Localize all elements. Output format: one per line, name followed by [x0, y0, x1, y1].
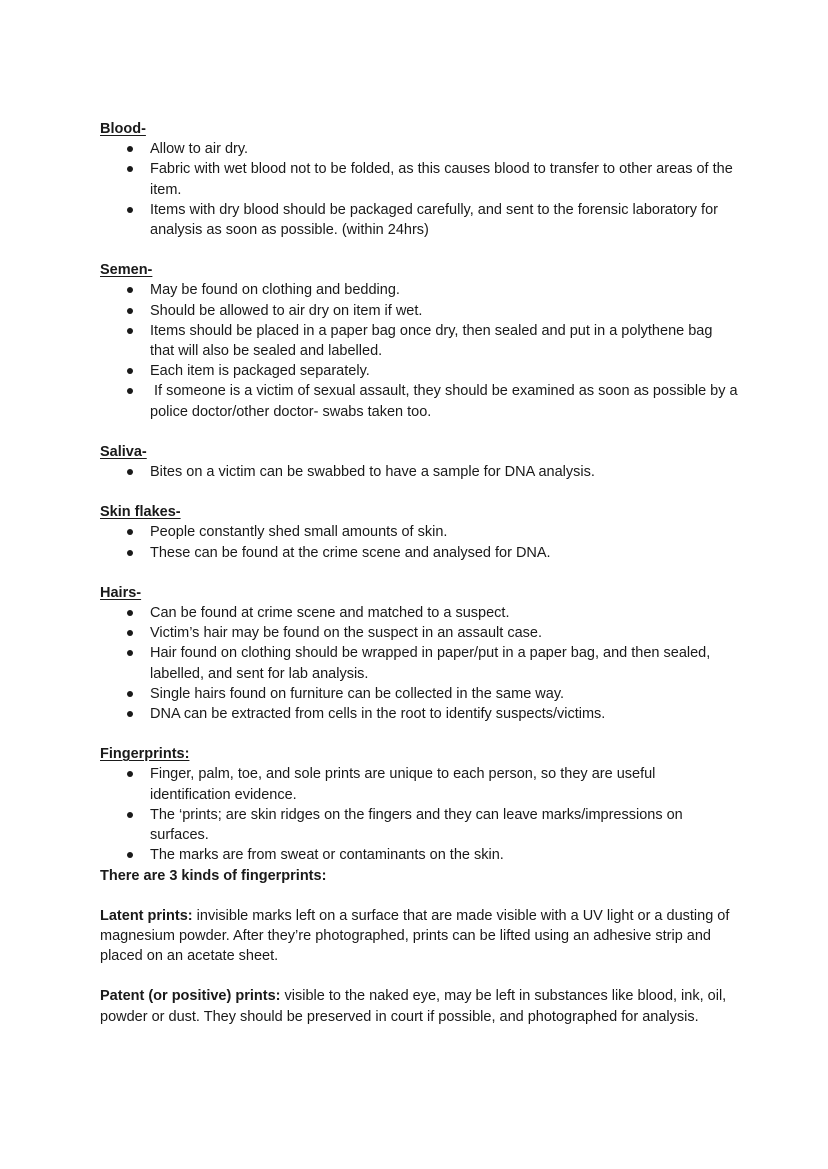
kinds-heading: There are 3 kinds of fingerprints:	[100, 867, 327, 884]
list-item	[100, 139, 740, 159]
section-semen	[100, 260, 740, 422]
patent-prints-paragraph	[100, 986, 740, 1026]
list-item	[100, 361, 740, 381]
latent-prints-term: Latent prints:	[100, 907, 193, 924]
bullet-list	[100, 462, 740, 482]
section-skin-flakes	[100, 502, 740, 563]
list-item-text: Items should be placed in a paper bag once dry, then sealed and put in a polythene bag that will also be sealed and labelled.	[150, 322, 713, 360]
list-item	[100, 543, 740, 563]
list-item	[100, 301, 740, 321]
section-heading: Skin flakes-	[100, 504, 181, 521]
list-item-text: May be found on clothing and bedding.	[150, 282, 400, 299]
latent-prints-text: invisible marks left on a surface that are made visible with a UV light or a dusting of magnesium powder. After they’re photographed, prints can be lifted using an adhesive strip and placed on an acetate sheet.	[100, 907, 730, 965]
list-item	[100, 643, 740, 683]
list-item-text: People constantly shed small amounts of skin.	[150, 524, 448, 541]
list-item-text: Each item is packaged separately.	[150, 363, 370, 380]
bullet-list	[100, 764, 740, 865]
list-item-text: Bites on a victim can be swabbed to have a sample for DNA analysis.	[150, 464, 595, 481]
list-item-text: Items with dry blood should be packaged carefully, and sent to the forensic laboratory for analysis as soon as possible. (within 24hrs)	[150, 201, 718, 239]
latent-prints-paragraph	[100, 906, 740, 967]
list-item-text: Allow to air dry.	[150, 141, 249, 158]
list-item	[100, 603, 740, 623]
section-heading: Fingerprints:	[100, 746, 190, 763]
list-item-text: If someone is a victim of sexual assault, they should be examined as soon as possible by a police doctor/other doctor- swabs taken too.	[150, 383, 742, 420]
section-hairs	[100, 583, 740, 724]
list-item-text: DNA can be extracted from cells in the root to identify suspects/victims.	[150, 706, 606, 723]
list-item-text: Should be allowed to air dry on item if wet.	[150, 302, 423, 319]
list-item	[100, 764, 740, 804]
bullet-list	[100, 139, 740, 240]
list-item-text: The marks are from sweat or contaminants on the skin.	[150, 847, 504, 864]
bullet-list	[100, 280, 740, 421]
list-item	[100, 381, 740, 421]
list-item	[100, 704, 740, 724]
list-item	[100, 200, 740, 240]
section-fingerprints	[100, 744, 740, 885]
patent-prints-term: Patent (or positive) prints:	[100, 988, 281, 1005]
list-item-text: Hair found on clothing should be wrapped in paper/put in a paper bag, and then sealed, labelled, and sent for lab analysis.	[150, 645, 711, 682]
section-blood	[100, 119, 740, 240]
section-heading: Hairs-	[100, 584, 142, 601]
list-item-text: Finger, palm, toe, and sole prints are unique to each person, so they are useful identification evidence.	[150, 766, 656, 803]
list-item	[100, 321, 740, 361]
list-item-text: Fabric with wet blood not to be folded, as this causes blood to transfer to other areas of the item.	[150, 161, 733, 198]
section-heading: Blood-	[100, 121, 146, 137]
list-item	[100, 462, 740, 482]
list-item	[100, 159, 740, 199]
list-item-text: Victim’s hair may be found on the suspect in an assault case.	[150, 625, 542, 642]
list-item-text: These can be found at the crime scene and analysed for DNA.	[150, 544, 551, 561]
bullet-list	[100, 522, 740, 562]
section-saliva	[100, 442, 740, 482]
list-item	[100, 280, 740, 300]
list-item	[100, 845, 740, 865]
list-item-text: Single hairs found on furniture can be collected in the same way.	[150, 685, 565, 702]
list-item	[100, 522, 740, 542]
list-item	[100, 805, 740, 845]
list-item	[100, 623, 740, 643]
list-item-text: Can be found at crime scene and matched to a suspect.	[150, 605, 510, 622]
list-item-text: The ‘prints; are skin ridges on the fingers and they can leave marks/impressions on surfaces.	[150, 806, 683, 844]
document-page	[100, 119, 740, 1027]
patent-prints-text: visible to the naked eye, may be left in substances like blood, ink, oil, powder or dust. They should be preserved in court if possible, and photographed for analysis.	[100, 988, 727, 1025]
list-item	[100, 684, 740, 704]
section-heading: Saliva-	[100, 443, 147, 460]
bullet-list	[100, 603, 740, 724]
section-heading: Semen-	[100, 262, 153, 279]
